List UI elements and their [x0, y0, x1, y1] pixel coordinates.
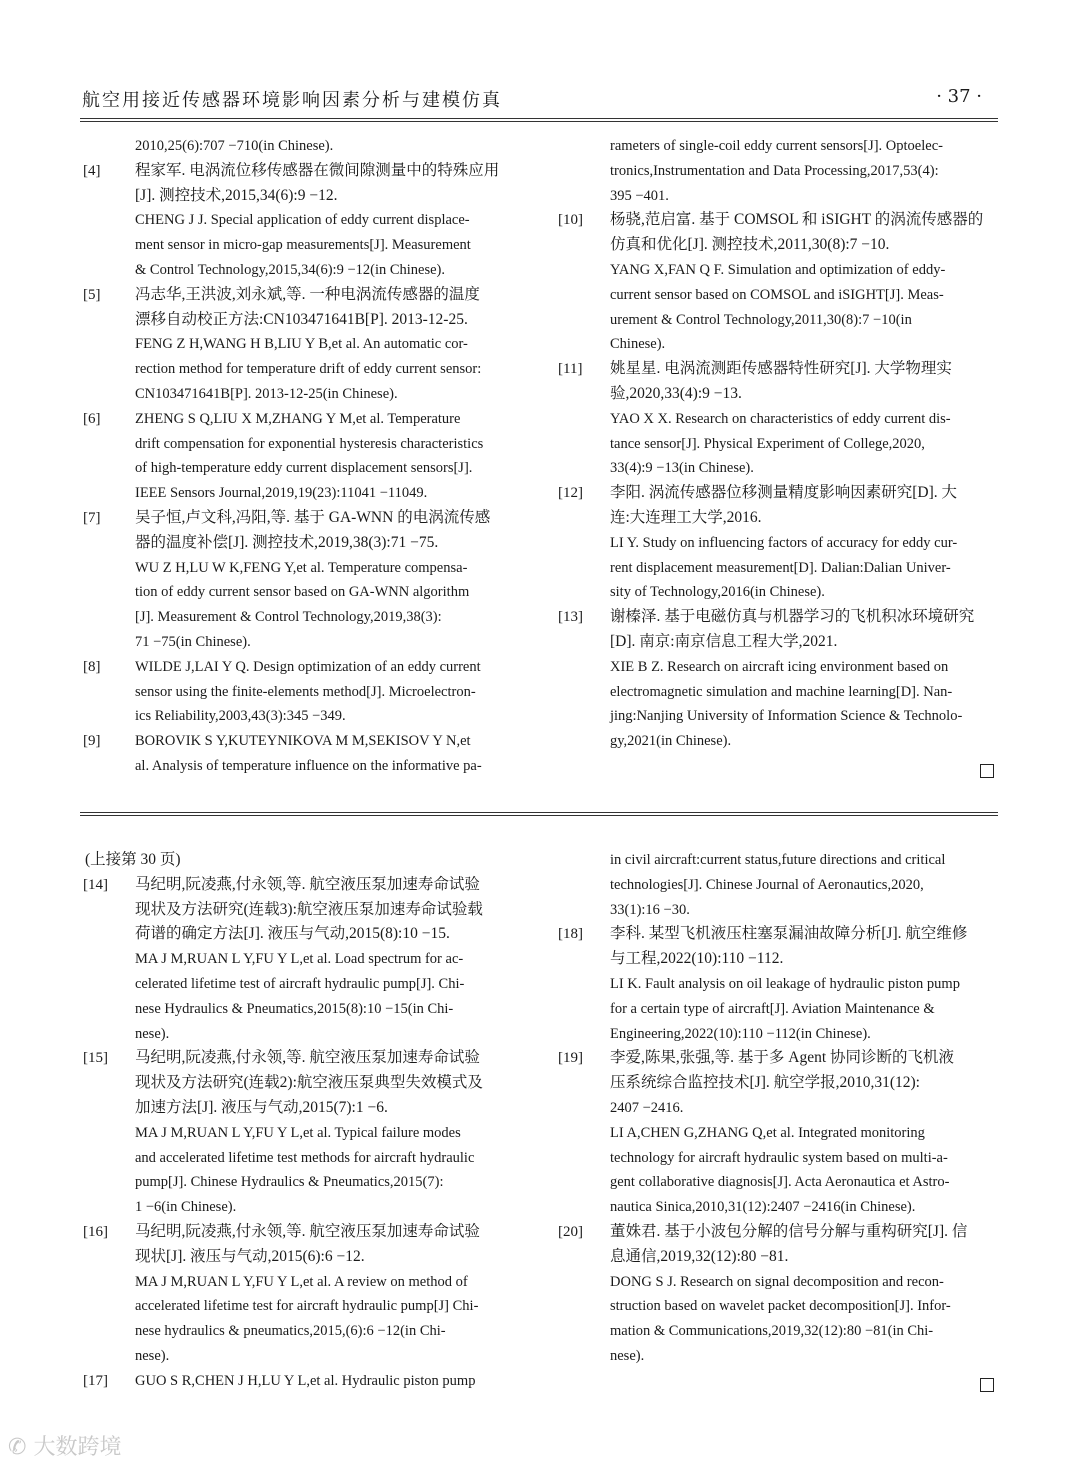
reference-text: 加速方法[J]. 液压与气动,2015(7):1 −6. [135, 1098, 388, 1116]
reference-start-line [83, 1220, 523, 1245]
reference-line [83, 1344, 523, 1369]
reference-number: [7] [83, 509, 101, 526]
reference-text: & Control Technology,2015,34(6):9 −12(in Chinese). [135, 261, 446, 278]
reference-text: 谢榛泽. 基于电磁仿真与机器学习的飞机积冰环境研究 [610, 608, 975, 626]
reference-line [558, 680, 998, 705]
reference-number: [15] [83, 1050, 108, 1067]
reference-line [558, 1245, 998, 1270]
reference-text: 压系统综合监控技术[J]. 航空学报,2010,31(12): [610, 1074, 920, 1092]
reference-text: accelerated lifetime test for aircraft hydraulic pump[J] Chi- [135, 1298, 479, 1315]
reference-line [558, 258, 998, 283]
reference-line [558, 456, 998, 481]
bottom-left-list [83, 873, 523, 1394]
reference-text: electromagnetic simulation and machine learning[D]. Nan- [610, 683, 953, 700]
reference-line [83, 1270, 523, 1295]
reference-line [83, 1294, 523, 1319]
reference-text: CHENG J J. Special application of eddy current displace- [135, 212, 470, 229]
reference-text: 息通信,2019,32(12):80 −81. [610, 1247, 789, 1265]
references-bottom-left-column [83, 848, 523, 1394]
reference-number: [8] [83, 658, 101, 675]
reference-line [83, 456, 523, 481]
reference-text: tion of eddy current sensor based on GA-WNN algorithm [135, 584, 470, 601]
reference-line [558, 655, 998, 680]
reference-text: 2407 −2416. [610, 1099, 684, 1116]
reference-line [558, 159, 998, 184]
reference-number: [9] [83, 733, 101, 750]
reference-start-line [558, 357, 998, 382]
reference-line [558, 556, 998, 581]
reference-text: [J]. 测控技术,2015,34(6):9 −12. [135, 186, 338, 204]
page-number: · 37 · [936, 86, 982, 107]
reference-start-line [83, 283, 523, 308]
reference-line [83, 1096, 523, 1121]
reference-text: sensor using the finite-elements method[J]. Microelectron- [135, 683, 476, 700]
reference-text: LI Y. Study on influencing factors of accuracy for eddy cur- [610, 534, 958, 551]
reference-text: IEEE Sensors Journal,2019,19(23):11041 −11049. [135, 485, 428, 502]
reference-text: 马纪明,阮凌燕,付永领,等. 航空液压泵加速寿命试验 [135, 1222, 480, 1240]
reference-text: nese Hydraulics & Pneumatics,2015(8):10 −15(in Chi- [135, 1000, 454, 1017]
reference-text: 395 −401. [610, 187, 669, 204]
reference-text: 器的温度补偿[J]. 测控技术,2019,38(3):71 −75. [135, 533, 439, 551]
reference-text: in civil aircraft:current status,future directions and critical [610, 852, 946, 868]
reference-line [558, 1294, 998, 1319]
reference-text: 李爱,陈果,张强,等. 基于多 Agent 协同诊断的飞机液 [610, 1049, 955, 1067]
reference-text: rameters of single-coil eddy current sensors[J]. Optoelec- [610, 138, 943, 154]
reference-number: [14] [83, 876, 108, 893]
reference-start-line [83, 873, 523, 898]
reference-line [83, 1319, 523, 1344]
reference-line [558, 308, 998, 333]
reference-line [558, 134, 998, 159]
reference-line [83, 997, 523, 1022]
reference-line [558, 630, 998, 655]
reference-text: 董姝君. 基于小波包分解的信号分解与重构研究[J]. 信 [610, 1222, 968, 1240]
reference-text: gent collaborative diagnosis[J]. Acta Aeronautica et Astro- [610, 1174, 950, 1191]
reference-line [558, 1146, 998, 1171]
reference-line [558, 184, 998, 209]
references-top-left-column [83, 134, 523, 779]
reference-text: 2010,25(6):707 −710(in Chinese). [135, 138, 334, 154]
reference-line [558, 1121, 998, 1146]
reference-line [83, 208, 523, 233]
reference-line [83, 308, 523, 333]
reference-text: 程家军. 电涡流位移传感器在微间隙测量中的特殊应用 [135, 161, 500, 179]
reference-text: ment sensor in micro-gap measurements[J]. Measurement [135, 237, 471, 254]
reference-text: 李科. 某型飞机液压柱塞泵漏油故障分析[J]. 航空维修 [610, 925, 968, 943]
reference-number: [11] [558, 361, 583, 378]
reference-number: [13] [558, 609, 583, 626]
reference-text: MA J M,RUAN L Y,FU Y L,et al. Load spectrum for ac- [135, 951, 464, 968]
reference-start-line [558, 481, 998, 506]
reference-line [558, 972, 998, 997]
reference-text: current sensor based on COMSOL and iSIGHT[J]. Meas- [610, 286, 944, 303]
reference-text: ZHENG S Q,LIU X M,ZHANG Y M,et al. Temperature [135, 410, 461, 427]
watermark-text: 大数跨境 [33, 1435, 122, 1460]
section-divider [80, 812, 998, 816]
reference-line [558, 233, 998, 258]
reference-text: for a certain type of aircraft[J]. Aviation Maintenance & [610, 1000, 935, 1017]
reference-text: 姚星星. 电涡流测距传感器特性研究[J]. 大学物理实 [610, 360, 952, 378]
reference-text: 冯志华,王洪波,刘永斌,等. 一种电涡流传感器的温度 [135, 285, 480, 303]
reference-text: gy,2021(in Chinese). [610, 733, 732, 750]
reference-text: GUO S R,CHEN J H,LU Y L,et al. Hydraulic piston pump [135, 1372, 476, 1389]
references-bottom-right-column [558, 848, 998, 1369]
reference-text: 与工程,2022(10):110 −112. [610, 950, 784, 968]
reference-text: mation & Communications,2019,32(12):80 −81(in Chi- [610, 1323, 934, 1340]
reference-line [558, 1071, 998, 1096]
reference-text: XIE B Z. Research on aircraft icing environment based on [610, 658, 949, 675]
reference-text: MA J M,RUAN L Y,FU Y L,et al. Typical failure modes [135, 1124, 461, 1141]
reference-text: WU Z H,LU W K,FENG Y,et al. Temperature compensa- [135, 559, 468, 576]
reference-line [83, 680, 523, 705]
reference-text: YAO X X. Research on characteristics of eddy current dis- [610, 410, 951, 427]
reference-text: drift compensation for exponential hysteresis characteristics [135, 435, 484, 452]
running-header [80, 86, 1000, 116]
reference-text: FENG Z H,WANG H B,LIU Y B,et al. An automatic cor- [135, 336, 468, 353]
reference-line [558, 1096, 998, 1121]
reference-start-line [558, 208, 998, 233]
reference-text: LI A,CHEN G,ZHANG Q,et al. Integrated monitoring [610, 1124, 925, 1141]
reference-text: Chinese). [610, 336, 666, 353]
reference-line [83, 556, 523, 581]
reference-line [83, 898, 523, 923]
reference-line [83, 531, 523, 556]
reference-start-line [83, 655, 523, 680]
reference-text: 马纪明,阮凌燕,付永领,等. 航空液压泵加速寿命试验 [135, 875, 480, 893]
reference-line [558, 1344, 998, 1369]
reference-text: YANG X,FAN Q F. Simulation and optimization of eddy- [610, 261, 946, 278]
reference-text: 仿真和优化[J]. 测控技术,2011,30(8):7 −10. [610, 236, 890, 254]
reference-text: nese). [135, 1347, 170, 1364]
reference-number: [18] [558, 926, 583, 943]
reference-text: 马纪明,阮凌燕,付永领,等. 航空液压泵加速寿命试验 [135, 1049, 480, 1067]
reference-line [83, 258, 523, 283]
reference-start-line [83, 407, 523, 432]
reference-line [83, 184, 523, 209]
reference-line [83, 754, 523, 779]
reference-line [83, 233, 523, 258]
reference-line [558, 1195, 998, 1220]
reference-line [558, 1270, 998, 1295]
reference-start-line [558, 1046, 998, 1071]
references-top-right-column [558, 134, 998, 754]
reference-text: [J]. Measurement & Control Technology,2019,38(3): [135, 609, 442, 626]
reference-line [558, 432, 998, 457]
reference-text: DONG S J. Research on signal decomposition and recon- [610, 1273, 944, 1290]
reference-text: WILDE J,LAI Y Q. Design optimization of an eddy current [135, 658, 481, 675]
reference-text: 现状及方法研究(连载2):航空液压泵典型失效模式及 [135, 1074, 483, 1092]
reference-text: jing:Nanjing University of Information Science & Technolo- [610, 708, 963, 725]
reference-text: nese). [610, 1347, 645, 1364]
reference-text: 杨骁,范启富. 基于 COMSOL 和 iSIGHT 的涡流传感器的 [610, 211, 984, 229]
reference-line [558, 283, 998, 308]
reference-text: Engineering,2022(10):110 −112(in Chinese). [610, 1025, 871, 1042]
reference-start-line [83, 729, 523, 754]
reference-line [83, 1121, 523, 1146]
reference-text: 现状及方法研究(连载3):航空液压泵加速寿命试验载 [135, 900, 483, 918]
reference-line [83, 1022, 523, 1047]
reference-text: urement & Control Technology,2011,30(8):7 −10(in [610, 311, 912, 328]
reference-text: BOROVIK S Y,KUTEYNIKOVA M M,SEKISOV Y N,et [135, 733, 471, 750]
reference-line [558, 531, 998, 556]
reference-text: LI K. Fault analysis on oil leakage of hydraulic piston pump [610, 975, 960, 992]
reference-line [83, 332, 523, 357]
reference-text: 71 −75(in Chinese). [135, 633, 251, 650]
reference-text: nese hydraulics & pneumatics,2015,(6):6 −12(in Chi- [135, 1323, 446, 1340]
reference-line [558, 873, 998, 898]
reference-line [83, 481, 523, 506]
reference-text: rent displacement measurement[D]. Dalian:Dalian Univer- [610, 559, 951, 576]
reference-number: [12] [558, 485, 583, 502]
reference-line [558, 1319, 998, 1344]
reference-line [83, 1245, 523, 1270]
reference-text: al. Analysis of temperature influence on the informative pa- [135, 757, 482, 774]
reference-line [558, 407, 998, 432]
reference-start-line [83, 1369, 523, 1394]
reference-text: nese). [135, 1025, 170, 1042]
reference-number: [19] [558, 1050, 583, 1067]
reference-text: 1 −6(in Chinese). [135, 1199, 237, 1216]
reference-line [558, 898, 998, 923]
reference-line [558, 1170, 998, 1195]
reference-text: pump[J]. Chinese Hydraulics & Pneumatics,2015(7): [135, 1174, 444, 1191]
reference-text: sity of Technology,2016(in Chinese). [610, 584, 825, 601]
reference-line [83, 382, 523, 407]
reference-text: 荷谱的确定方法[J]. 液压与气动,2015(8):10 −15. [135, 925, 450, 943]
reference-line [83, 704, 523, 729]
reference-start-line [558, 605, 998, 630]
reference-line [83, 357, 523, 382]
reference-line [558, 506, 998, 531]
reference-line [558, 704, 998, 729]
reference-text: of high-temperature eddy current displacement sensors[J]. [135, 460, 473, 477]
reference-line [83, 605, 523, 630]
reference-number: [17] [83, 1372, 108, 1389]
reference-text: tronics,Instrumentation and Data Processing,2017,53(4): [610, 162, 939, 179]
reference-text: 漂移自动校正方法:CN103471641B[P]. 2013-12-25. [135, 310, 468, 328]
reference-line [558, 947, 998, 972]
reference-start-line [558, 922, 998, 947]
reference-number: [20] [558, 1223, 583, 1240]
reference-line [83, 1170, 523, 1195]
reference-text: 李阳. 涡流传感器位移测量精度影响因素研究[D]. 大 [610, 484, 958, 502]
reference-text: technologies[J]. Chinese Journal of Aeronautics,2020, [610, 876, 924, 893]
reference-line [83, 1071, 523, 1096]
reference-text: nautica Sinica,2010,31(12):2407 −2416(in Chinese). [610, 1199, 916, 1216]
reference-start-line [558, 1220, 998, 1245]
reference-text: 验,2020,33(4):9 −13. [610, 384, 742, 402]
watermark-logo [8, 1430, 121, 1461]
reference-text: ics Reliability,2003,43(3):345 −349. [135, 708, 346, 725]
reference-number: [4] [83, 162, 101, 179]
reference-number: [5] [83, 286, 101, 303]
reference-text: CN103471641B[P]. 2013-12-25(in Chinese). [135, 385, 398, 402]
continued-from-note: (上接第 30 页) [85, 851, 181, 868]
running-title: 航空用接近传感器环境影响因素分析与建模仿真 [82, 90, 502, 111]
reference-start-line [83, 159, 523, 184]
end-of-article-mark [980, 764, 994, 778]
reference-line [558, 332, 998, 357]
reference-number: [10] [558, 212, 583, 229]
reference-line [83, 972, 523, 997]
header-rule [80, 118, 998, 122]
reference-text: technology for aircraft hydraulic system based on multi-a- [610, 1149, 948, 1166]
reference-text: 吴子恒,卢文科,冯阳,等. 基于 GA-WNN 的电涡流传感 [135, 508, 491, 526]
reference-text: 现状[J]. 液压与气动,2015(6):6 −12. [135, 1247, 365, 1265]
reference-line [83, 432, 523, 457]
reference-text: MA J M,RUAN L Y,FU Y L,et al. A review on method of [135, 1273, 468, 1290]
reference-line [83, 922, 523, 947]
reference-text: struction based on wavelet packet decomposition[J]. Infor- [610, 1298, 951, 1315]
reference-start-line [83, 506, 523, 531]
reference-text: tance sensor[J]. Physical Experiment of College,2020, [610, 435, 925, 452]
reference-line [83, 630, 523, 655]
reference-text: 33(4):9 −13(in Chinese). [610, 460, 754, 477]
reference-line [558, 580, 998, 605]
reference-text: celerated lifetime test of aircraft hydraulic pump[J]. Chi- [135, 975, 465, 992]
reference-line [558, 997, 998, 1022]
reference-line [83, 1146, 523, 1171]
reference-start-line [83, 1046, 523, 1071]
reference-line [83, 947, 523, 972]
reference-text: [D]. 南京:南京信息工程大学,2021. [610, 632, 838, 650]
reference-text: and accelerated lifetime test methods for aircraft hydraulic [135, 1149, 475, 1166]
watermark-icon: ✆ [8, 1435, 27, 1460]
reference-line [83, 134, 523, 159]
reference-text: 33(1):16 −30. [610, 901, 690, 918]
reference-line [558, 382, 998, 407]
reference-text: rection method for temperature drift of eddy current sensor: [135, 361, 482, 378]
reference-number: [6] [83, 410, 101, 427]
reference-text: 连:大连理工大学,2016. [610, 508, 762, 526]
reference-number: [16] [83, 1223, 108, 1240]
reference-line [558, 729, 998, 754]
reference-line [83, 580, 523, 605]
reference-line [558, 848, 998, 873]
reference-line [83, 1195, 523, 1220]
reference-line [558, 1022, 998, 1047]
end-of-article-mark-2 [980, 1378, 994, 1392]
